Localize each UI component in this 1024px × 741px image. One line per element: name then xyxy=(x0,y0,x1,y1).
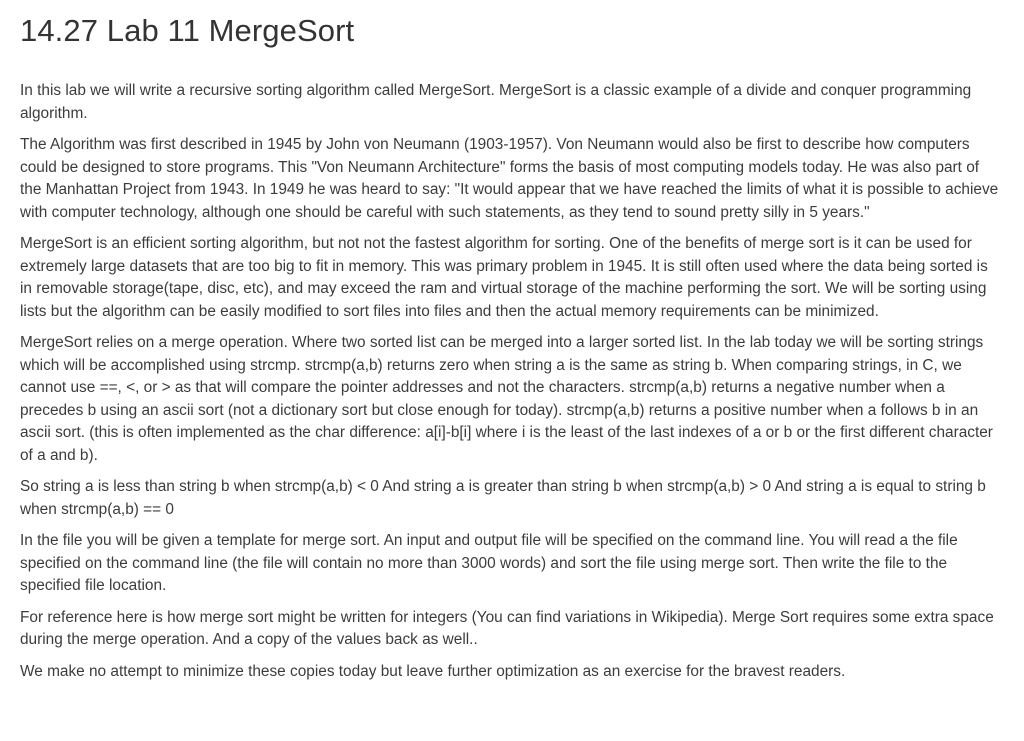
reference-paragraph: For reference here is how merge sort might be written for integers (You can find variations in Wikipedia). Merge Sort requires some extra space during the merge operation. And a copy of the values back as well.. xyxy=(20,608,994,648)
history-paragraph: The Algorithm was first described in 1945 by John von Neumann (1903-1957). Von Neumann would also be first to describe how computers could be designed to store programs. This "Von Neumann Architecture" forms the basis of most computing models today. He was also part of the Manhattan Project from 1943. In 1949 he was heard to say: "It would appear that we have reached the limits of what it is possible to achieve with computer technology, although one should be careful with such statements, as they tend to sound pretty silly in 5 years." xyxy=(20,136,999,221)
file-instructions-paragraph: In the file you will be given a template for merge sort. An input and output file will be specified on the command line. You will read a the file specified on the command line (the file will contain no more than 3000 words) and sort the file using merge sort. Then write the file to the specified file location. xyxy=(20,532,958,594)
merge-operation-paragraph: MergeSort relies on a merge operation. Where two sorted list can be merged into a larger sorted list. In the lab today we will be sorting strings which will be accomplished using strcmp. strcmp(a,b) returns zero when string a is the same as string b. When comparing strings, in C, we cannot use ==, <, or > as that will compare the pointer addresses and not the characters. strcmp(a,b) returns a negative number when a precedes b using an ascii sort (not a dictionary sort but close enough for today). strcmp(a,b) returns a positive number when a follows b in an ascii sort. (this is often implemented as the char difference: a[i]-b[i] where i is the least of the last indexes of a or b or the first different character of a and b). xyxy=(20,334,993,464)
efficiency-paragraph: MergeSort is an efficient sorting algorithm, but not not the fastest algorithm for sorting. One of the benefits of merge sort is it can be used for extremely large datasets that are too big to fit in memory. This was primary problem in 1945. It is still often used where the data being sorted is in removable storage(tape, disc, etc), and may exceed the ram and virtual storage of the machine performing the sort. We will be sorting using lists but the algorithm can be easily modified to sort files into files and then the actual memory requirements can be minimized. xyxy=(20,235,988,320)
page-title: 14.27 Lab 11 MergeSort xyxy=(20,13,355,48)
strcmp-summary-paragraph: So string a is less than string b when strcmp(a,b) < 0 And string a is greater than string b when strcmp(a,b) > 0 And string a is equal to string b when strcmp(a,b) == 0 xyxy=(20,478,986,518)
intro-paragraph: In this lab we will write a recursive sorting algorithm called MergeSort. MergeSort is a classic example of a divide and conquer programming algorithm. xyxy=(20,82,972,122)
optimization-paragraph: We make no attempt to minimize these copies today but leave further optimization as an exercise for the bravest readers. xyxy=(20,662,846,680)
lab-content xyxy=(20,80,1004,683)
